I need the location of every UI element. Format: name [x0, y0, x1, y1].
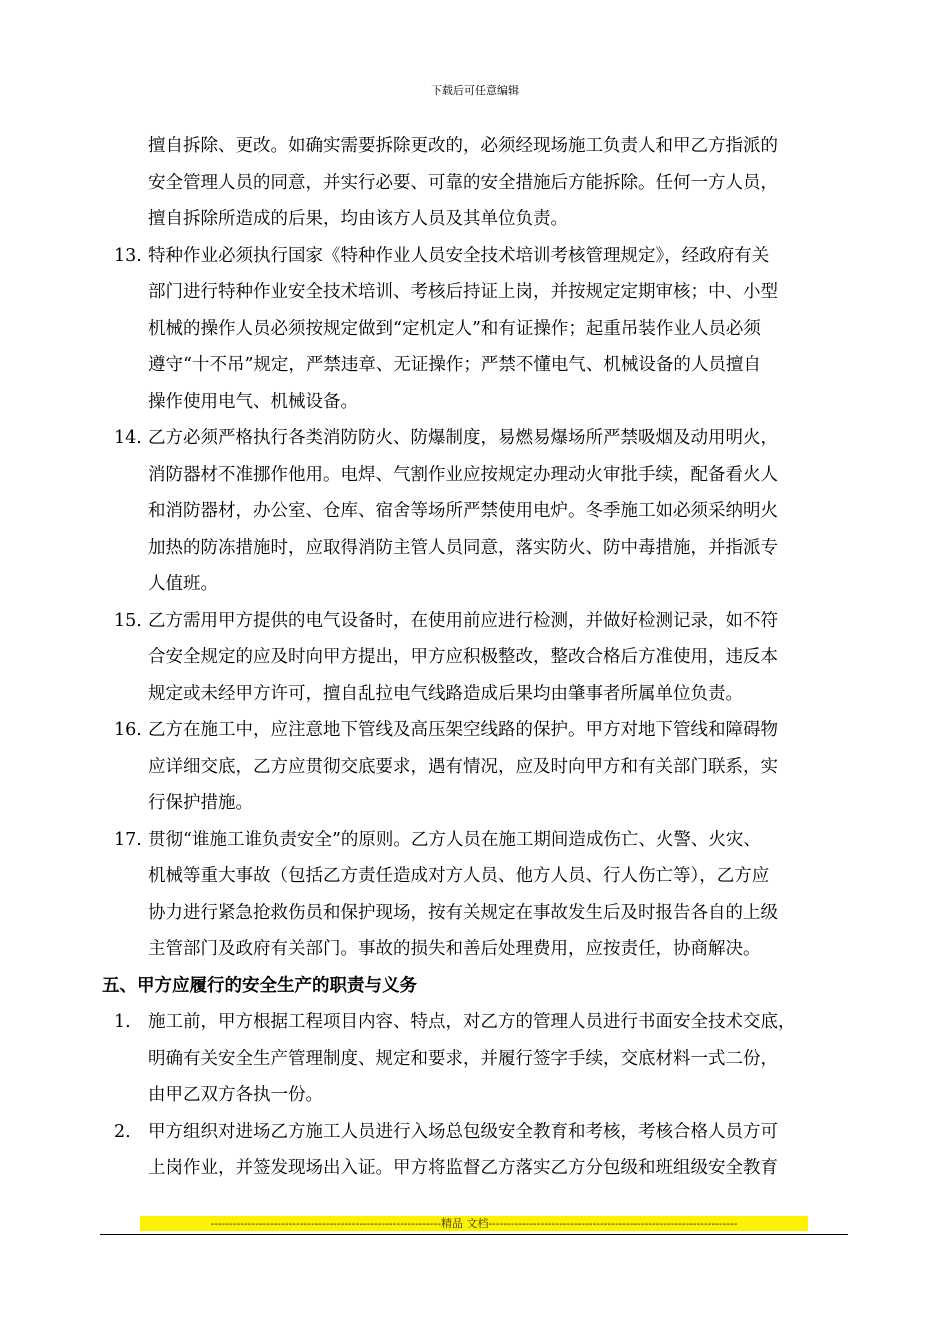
item-number: 14. — [114, 428, 142, 448]
line-text: 特种作业必须执行国家《特种作业人员安全技术培训考核管理规定》，经政府有关 — [148, 245, 770, 266]
text-line — [100, 603, 860, 640]
line-text: 上岗作业，并签发现场出入证。甲方将监督乙方落实乙方分包级和班组级安全教育 — [148, 1158, 778, 1178]
text-line — [100, 1041, 860, 1078]
line-text: 应详细交底，乙方应贯彻交底要求，遇有情况，应及时向甲方和有关部门联系，实 — [148, 756, 778, 777]
item-number: 15. — [114, 610, 142, 631]
text-line — [100, 1150, 860, 1187]
text-line — [100, 420, 860, 457]
line-text: 擅自拆除所造成的后果，均由该方人员及其单位负责。 — [148, 209, 568, 229]
item-number: 13. — [114, 245, 142, 266]
line-text: 人值班。 — [148, 574, 218, 594]
text-line — [100, 311, 860, 348]
section-heading: 五、甲方应履行的安全生产的职责与义务 — [102, 975, 417, 996]
page-header: 下载后可任意编辑 — [431, 84, 519, 97]
footer-rule — [100, 1234, 848, 1235]
line-text: 遵守“十不吊”规定，严禁违章、无证操作；严禁不懂电气、机械设备的人员擅自 — [148, 355, 761, 375]
text-line — [100, 384, 860, 421]
line-text: 乙方需用甲方提供的电气设备时，在使用前应进行检测，并做好检测记录，如不符 — [148, 610, 778, 631]
text-line — [100, 822, 860, 859]
text-line — [100, 676, 860, 713]
text-line — [100, 1077, 860, 1114]
text-line — [100, 712, 860, 749]
text-line — [100, 785, 860, 822]
text-line — [100, 457, 860, 494]
text-line — [100, 238, 860, 275]
text-line — [100, 493, 860, 530]
line-text: 乙方必须严格执行各类消防防火、防爆制度，易燃易爆场所严禁吸烟及动用明火， — [148, 428, 778, 448]
line-text: 协力进行紧急抢救伤员和保护现场，按有关规定在事故发生后及时报告各自的上级 — [148, 902, 778, 923]
text-line — [100, 274, 860, 311]
line-text: 主管部门及政府有关部门。事故的损失和善后处理费用，应按责任，协商解决。 — [148, 939, 761, 959]
line-text: 加热的防冻措施时，应取得消防主管人员同意，落实防火、防中毒措施，并指派专 — [148, 537, 778, 558]
line-text: 乙方在施工中，应注意地下管线及高压架空线路的保护。甲方对地下管线和障碍物 — [148, 720, 778, 740]
text-line — [100, 1004, 860, 1041]
line-text: 部门进行特种作业安全技术培训、考核后持证上岗，并按规定定期审核；中、小型 — [148, 282, 778, 302]
line-text: 和消防器材，办公室、仓库、宿舍等场所严禁使用电炉。冬季施工如必须采纳明火 — [148, 501, 778, 521]
line-text: 操作使用电气、机械设备。 — [148, 391, 358, 412]
text-line — [100, 165, 860, 202]
document-body — [100, 128, 860, 1187]
line-text: 由甲乙双方各执一份。 — [148, 1085, 323, 1105]
text-line — [100, 895, 860, 932]
line-text: 规定或未经甲方许可，擅自乱拉电气线路造成后果均由肇事者所属单位负责。 — [148, 683, 743, 704]
line-text: 合安全规定的应及时向甲方提出，甲方应积极整改，整改合格后方准使用，违反本 — [148, 647, 778, 667]
line-text: 安全管理人员的同意，并实行必要、可靠的安全措施后方能拆除。任何一方人员， — [148, 172, 778, 193]
item-number: 16. — [114, 720, 142, 740]
line-text: 施工前，甲方根据工程项目内容、特点，对乙方的管理人员进行书面安全技术交底， — [148, 1012, 796, 1032]
text-line — [100, 566, 860, 603]
text-line — [100, 749, 860, 786]
line-text: 消防器材不准挪作他用。电焊、气割作业应按规定办理动火审批手续，配备看火人 — [148, 464, 778, 485]
text-line — [100, 347, 860, 384]
text-line — [100, 639, 860, 676]
text-line — [100, 128, 860, 165]
line-text: 行保护措施。 — [148, 793, 253, 813]
line-text: 明确有关安全生产管理制度、规定和要求，并履行签字手续，交底材料一式二份， — [148, 1048, 778, 1069]
text-line — [100, 1114, 860, 1151]
text-line — [100, 858, 860, 895]
text-line — [100, 201, 860, 238]
item-number: 17. — [114, 829, 142, 850]
item-number: 1. — [114, 1012, 131, 1032]
line-text: 机械等重大事故（包括乙方责任造成对方人员、他方人员、行人伤亡等），乙方应 — [148, 866, 770, 886]
line-text: 擅自拆除、更改。如确实需要拆除更改的，必须经现场施工负责人和甲乙方指派的 — [148, 136, 778, 156]
footer-watermark: --------------------------------------------------------------精品 文档------------------------------------------------------------------- — [140, 1216, 808, 1231]
text-line — [100, 931, 860, 968]
line-text: 贯彻“谁施工谁负责安全”的原则。乙方人员在施工期间造成伤亡、火警、火灾、 — [148, 829, 761, 850]
text-line — [100, 530, 860, 567]
item-number: 2. — [114, 1121, 131, 1142]
line-text: 机械的操作人员必须按规定做到“定机定人”和有证操作；起重吊装作业人员必须 — [148, 318, 761, 339]
line-text: 甲方组织对进场乙方施工人员进行入场总包级安全教育和考核，考核合格人员方可 — [148, 1121, 778, 1142]
